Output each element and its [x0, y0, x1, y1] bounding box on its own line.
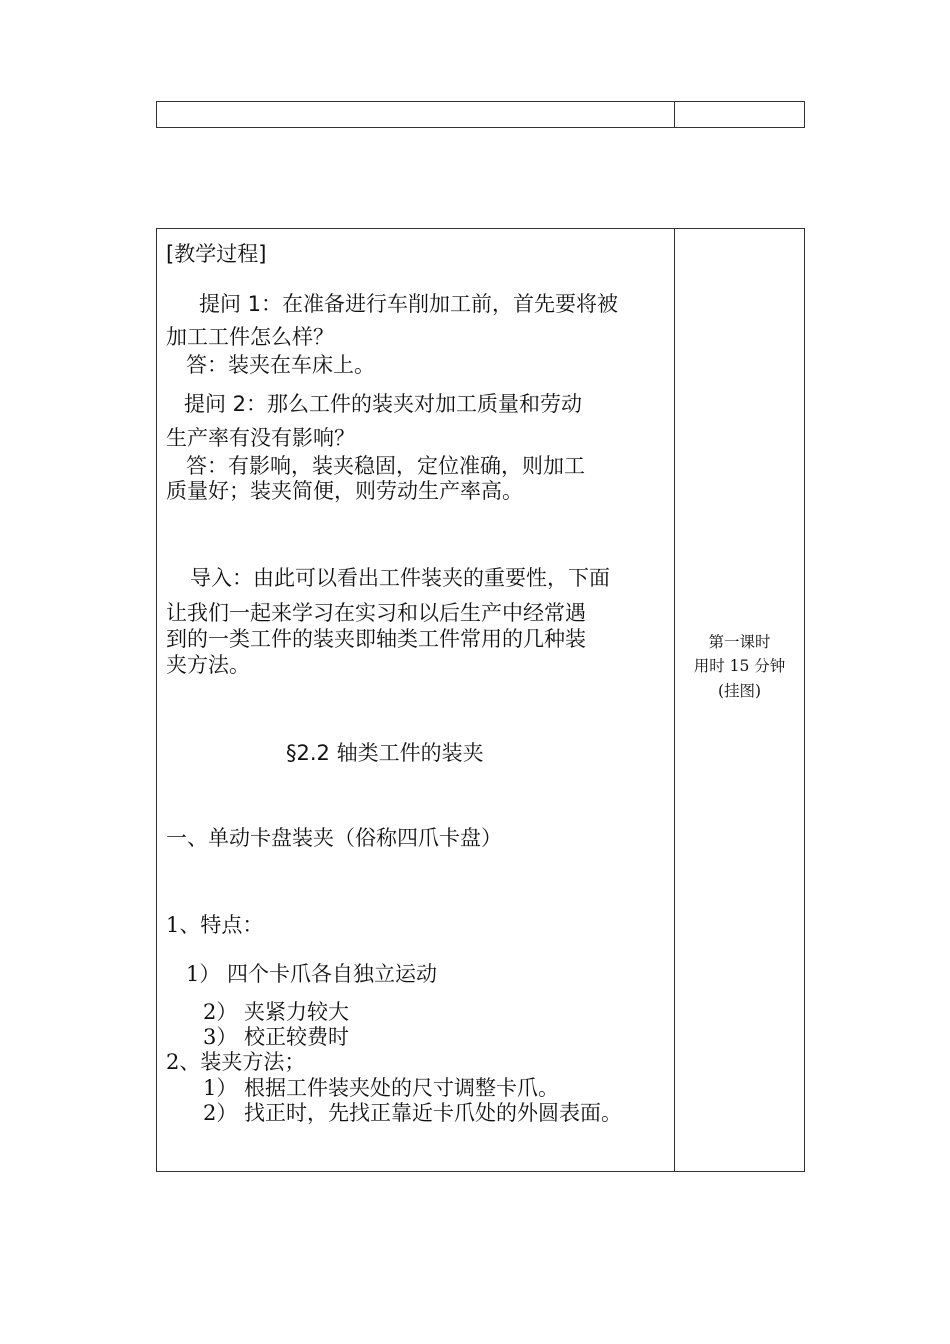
- question-1-line-1: [199, 292, 618, 317]
- intro-line-2: 让我们一起来学习在实习和以后生产中经常遇: [166, 601, 586, 625]
- chuck-heading: 一、单动卡盘装夹（俗称四爪卡盘）: [166, 826, 502, 850]
- feature-item: 1） 四个卡爪各自独立运动: [186, 962, 438, 986]
- question-1-line-2: 加工工件怎么样？: [166, 325, 334, 349]
- side-note-material: (挂图): [717, 682, 762, 700]
- question-2-text: 那么工件的装夹对加工质量和劳动: [267, 392, 583, 416]
- intro-line-4: 夹方法。: [166, 653, 250, 677]
- answer-2-line-2: 质量好；装夹简便，则劳动生产率高。: [166, 479, 523, 503]
- methods-heading: 2、装夹方法；: [166, 1050, 306, 1074]
- intro-line-3: 到的一类工件的装夹即轴类工件常用的几种装: [166, 627, 586, 651]
- feature-item: 2） 夹紧力较大: [203, 1000, 350, 1024]
- header-table-left-cell: [156, 101, 675, 128]
- answer-2-line-1: 答：有影响，装夹稳固，定位准确，则加工: [186, 454, 585, 478]
- section-title: §2.2 轴类工件的装夹: [286, 741, 484, 765]
- question-1-label: 提问 1：: [199, 292, 283, 316]
- side-note-duration: 用时 15 分钟: [693, 657, 786, 675]
- method-item: 2） 找正时，先找正靠近卡爪处的外圆表面。: [203, 1101, 623, 1125]
- intro-line-1: [190, 566, 610, 591]
- side-note-lesson: 第一课时: [708, 633, 771, 651]
- answer-1: 答：装夹在车床上。: [186, 353, 375, 377]
- question-1-text: 在准备进行车削加工前，首先要将被: [282, 292, 619, 316]
- feature-item: 3） 校正较费时: [203, 1025, 350, 1049]
- question-2-label: 提问 2：: [184, 392, 268, 416]
- section-header: [教学过程]: [166, 242, 267, 266]
- method-item: 1） 根据工件装夹处的尺寸调整卡爪。: [203, 1076, 560, 1100]
- intro-label: 导入：: [190, 566, 253, 590]
- question-2-line-1: [184, 392, 582, 417]
- features-heading: 1、特点：: [166, 913, 264, 937]
- header-table-right-cell: [674, 101, 805, 128]
- intro-text: 由此可以看出工件装夹的重要性，下面: [253, 566, 610, 590]
- question-2-line-2: 生产率有没有影响？: [166, 426, 355, 450]
